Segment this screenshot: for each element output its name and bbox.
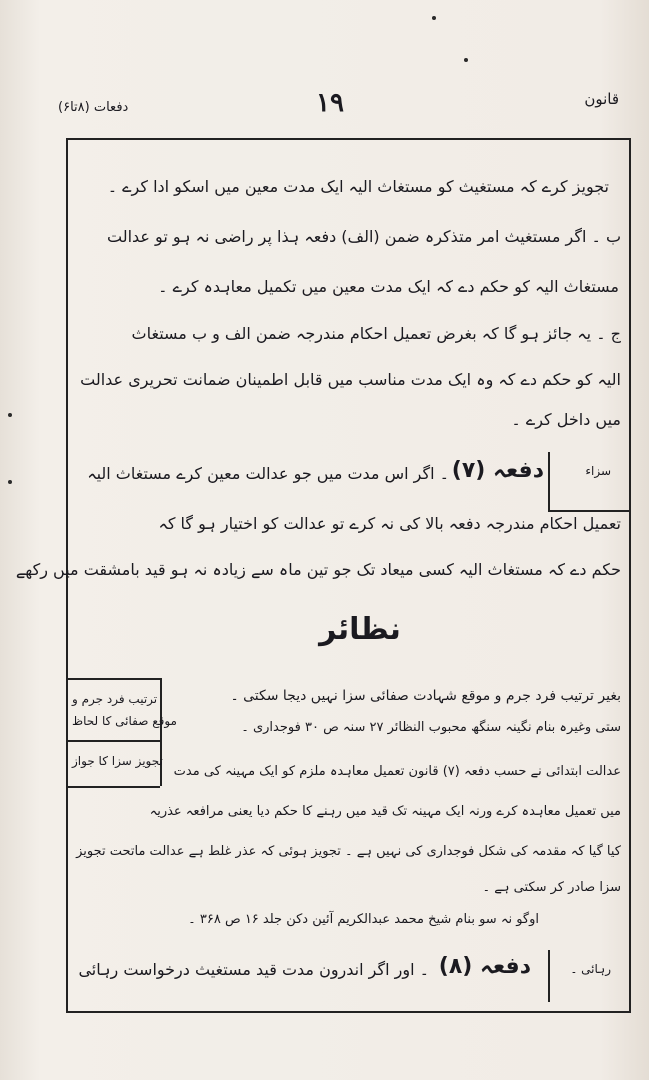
body-line: ۔ اور اگر اندرون مدت قید مستغیث درخواست رہائی xyxy=(78,960,429,979)
margin-divider xyxy=(66,678,160,680)
precedent-line: ستی وغیرہ بنام نگینہ سنگھ محبوب النظائر ۲۷ سنہ ص ۳۰ فوجداری ۔ xyxy=(241,720,621,735)
section-8-heading: دفعہ (۸) xyxy=(438,954,531,979)
side-note-sentence: تجویز سزا کا جواز xyxy=(72,754,163,768)
side-note-charge: ترتیب فرد جرم و xyxy=(72,692,158,706)
running-header-sections: دفعات (۸تا۶) xyxy=(58,100,129,115)
ink-speck xyxy=(464,58,468,62)
margin-divider xyxy=(66,786,160,788)
margin-divider xyxy=(548,950,550,1002)
body-line: ج ۔ یہ جائز ہو گا کہ بغرض تعمیل احکام مندرجہ ضمن الف و ب مستغاث xyxy=(131,324,621,343)
ink-speck xyxy=(8,413,12,417)
margin-divider xyxy=(548,452,550,510)
ink-speck xyxy=(8,480,12,484)
running-header-title: قانون xyxy=(584,90,619,108)
body-line: مستغاث الیہ کو حکم دے کہ ایک مدت معین میں تکمیل معاہدہ کرے ۔ xyxy=(158,277,619,296)
precedent-line: بغیر ترتیب فرد جرم و موقع شہادت صفائی سزا نہیں دیجا سکتی ۔ xyxy=(230,688,621,704)
section-7-heading: دفعہ (۷) xyxy=(451,458,544,483)
body-line: میں داخل کرے ۔ xyxy=(511,410,621,429)
margin-note-punishment: سزاء xyxy=(585,464,611,478)
body-line: حکم دے کہ مستغاث الیہ کسی میعاد تک جو تین ماہ سے زیادہ نہ ہو قید بامشقت میں رکھے xyxy=(15,560,621,579)
precedent-line: سزا صادر کر سکتی ہے ۔ xyxy=(482,880,621,895)
side-note-defence: موقع صفائی کا لحاظ xyxy=(72,714,177,728)
nazair-heading: نظائر xyxy=(319,612,401,647)
precedent-line: کیا گیا کہ مقدمہ کی شکل فوجداری کی نہیں ہے ۔ تجویز ہوئی کہ عذر غلط ہے عدالت ماتحت تجویز xyxy=(76,844,621,859)
ink-speck xyxy=(432,16,436,20)
margin-divider xyxy=(66,740,160,742)
body-line: الیہ کو حکم دے کہ وہ ایک مدت مناسب میں قابل اطمینان ضمانت تحریری عدالت xyxy=(80,370,621,389)
precedent-line: عدالت ابتدائی نے حسب دفعہ (۷) قانون تعمیل معاہدہ ملزم کو ایک مہینہ کی مدت xyxy=(173,764,621,779)
margin-note-release: رہائی ۔ xyxy=(570,962,611,976)
body-line: تعمیل احکام مندرجہ دفعہ بالا کی نہ کرے تو عدالت کو اختیار ہو گا کہ xyxy=(158,514,621,533)
body-line: ۔ اگر اس مدت میں جو عدالت معین کرے مستغاث الیہ xyxy=(87,464,449,483)
body-line: تجویز کرے کہ مستغیث کو مستغاث الیہ ایک مدت معین میں اسکو ادا کرے ۔ xyxy=(107,177,609,196)
precedent-citation: اوگو نہ سو بنام شیخ محمد عبدالکریم آئین دکن جلد ۱۶ ص ۳۶۸ ۔ xyxy=(188,912,539,927)
body-line: ب ۔ اگر مستغیث امر متذکرہ ضمن (الف) دفعہ ہذا پر راضی نہ ہو تو عدالت xyxy=(106,227,621,246)
page-number: ۱۹ xyxy=(316,88,344,118)
precedent-line: میں تعمیل معاہدہ کرے ورنہ ایک مہینہ تک قید میں رہنے کا حکم دیا یعنی مرافعہ عذریہ xyxy=(149,804,621,819)
